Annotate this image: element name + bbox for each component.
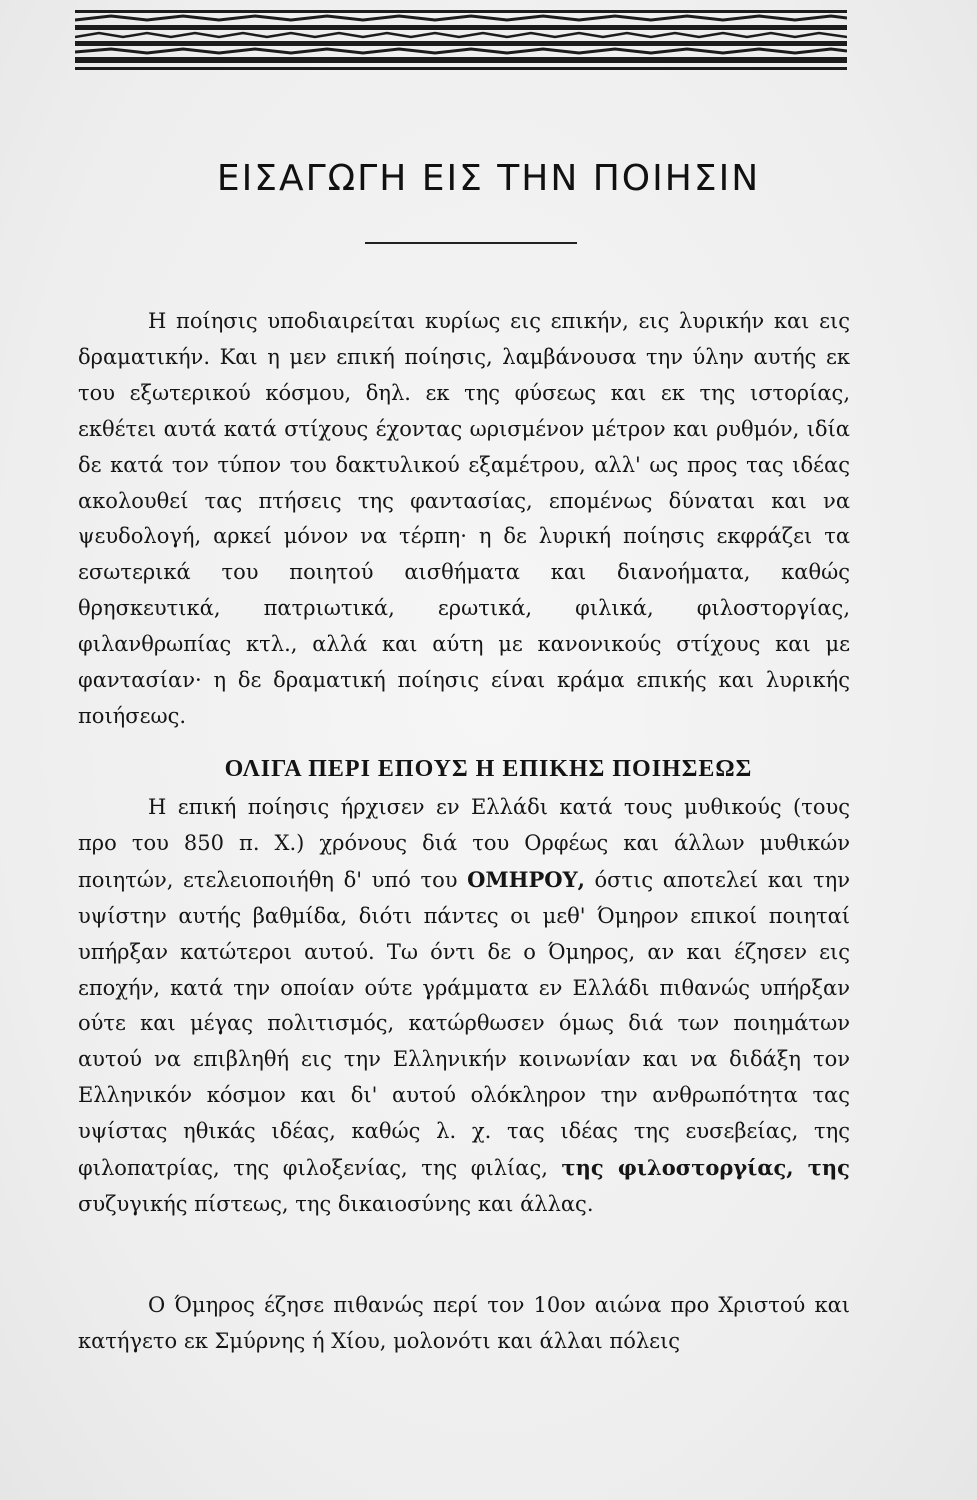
header-ornament [75, 10, 847, 72]
epic-paragraph [78, 790, 850, 1223]
section-heading: ΟΛΙΓΑ ΠΕΡΙ ΕΠΟΥΣ Η ΕΠΙΚΗΣ ΠΟΙΗΣΕΩΣ [224, 756, 753, 782]
page-title: ΕΙΣΑΓΩΓΗ ΕΙΣ ΤΗΝ ΠΟΙΗΣΙΝ [216, 158, 761, 199]
epic-text-end: συζυγικής πίστεως, της δικαιοσύνης και άλλας. [78, 1191, 594, 1216]
intro-paragraph: Η ποίησις υποδιαιρείται κυρίως εις επικήν, εις λυρικήν και εις δραματικήν. Και η μεν επική ποίησις, λαμβάνουσα την ύλην αυτής εκ του εξωτερικού κόσμου, δηλ. εκ της φύσεως και εκ της ιστορίας, εκθέτει αυτά κατά στίχους έχοντας ωρισμένον μέτρον και ρυθμόν, ιδία δε κατά τον τύπον του δακτυλικού εξαμέτρου, αλλ' ως προς τας ιδέας ακολουθεί τας πτήσεις της φαντασίας, επομένως δύναται και να ψευδολογή, αρκεί μόνον να τέρπη· η δε λυρική ποίησις εκφράζει τα εσωτερικά του ποιητού αισθήματα και διανοήματα, καθώς θρησκευτικά, πατριωτικά, ερωτικά, φιλικά, φιλοστοργίας, φιλανθρωπίας κτλ., αλλά και αύτη με κανονικούς στίχους και με φαντασίαν· η δε δραματική ποίησις είναι κράμα επικής και λυρικής ποιήσεως. [78, 309, 850, 728]
homer-name: ΟΜΗΡΟΥ, [467, 866, 585, 892]
homer-paragraph: Ο Όμηρος έζησε πιθανώς περί τον 10ον αιώνα προ Χριστού και κατήγετο εκ Σμύρνης ή Χίου, μολονότι και άλλαι πόλεις [78, 1293, 850, 1353]
epic-text-middle: όστις αποτελεί και την υψίστην αυτής βαθμίδα, διότι πάντες οι μεθ' Όμηρον επικοί ποιηταί υπήρξαν κατώτεροι αυτού. Τω όντι δε ο Όμηρος, αν και έζησεν εις εποχήν, κατά την οποίαν ούτε γράμματα εν Ελλάδι πιθανώς υπήρξαν ούτε και μέγας πολιτισμός, κατώρθωσεν όμως διά των ποιημάτων αυτού να επιβληθή εις την Ελληνικήν κοινωνίαν και να διδάξη τον Ελληνικόν κόσμον και δι' αυτού ολόκληρον την ανθρωπότητα τας υψίστας ηθικάς ιδέας, καθώς λ. χ. τας ιδέας της ευσεβείας, της φιλοπατρίας, της φιλοξενίας, της φιλίας, [78, 867, 850, 1181]
title-underline [365, 242, 577, 244]
epic-bold-phrase: της φιλοστοργίας, της [561, 1155, 850, 1181]
epic-text-start: Η επική ποίησις ήρχισεν εν Ελλάδι κατά τους μυθικούς (τους προ του 850 π. Χ.) χρόνους διά του Ορφέως και άλλων μυθικών ποιητών, ετελειοποιήθη δ' υπό του [78, 795, 850, 892]
